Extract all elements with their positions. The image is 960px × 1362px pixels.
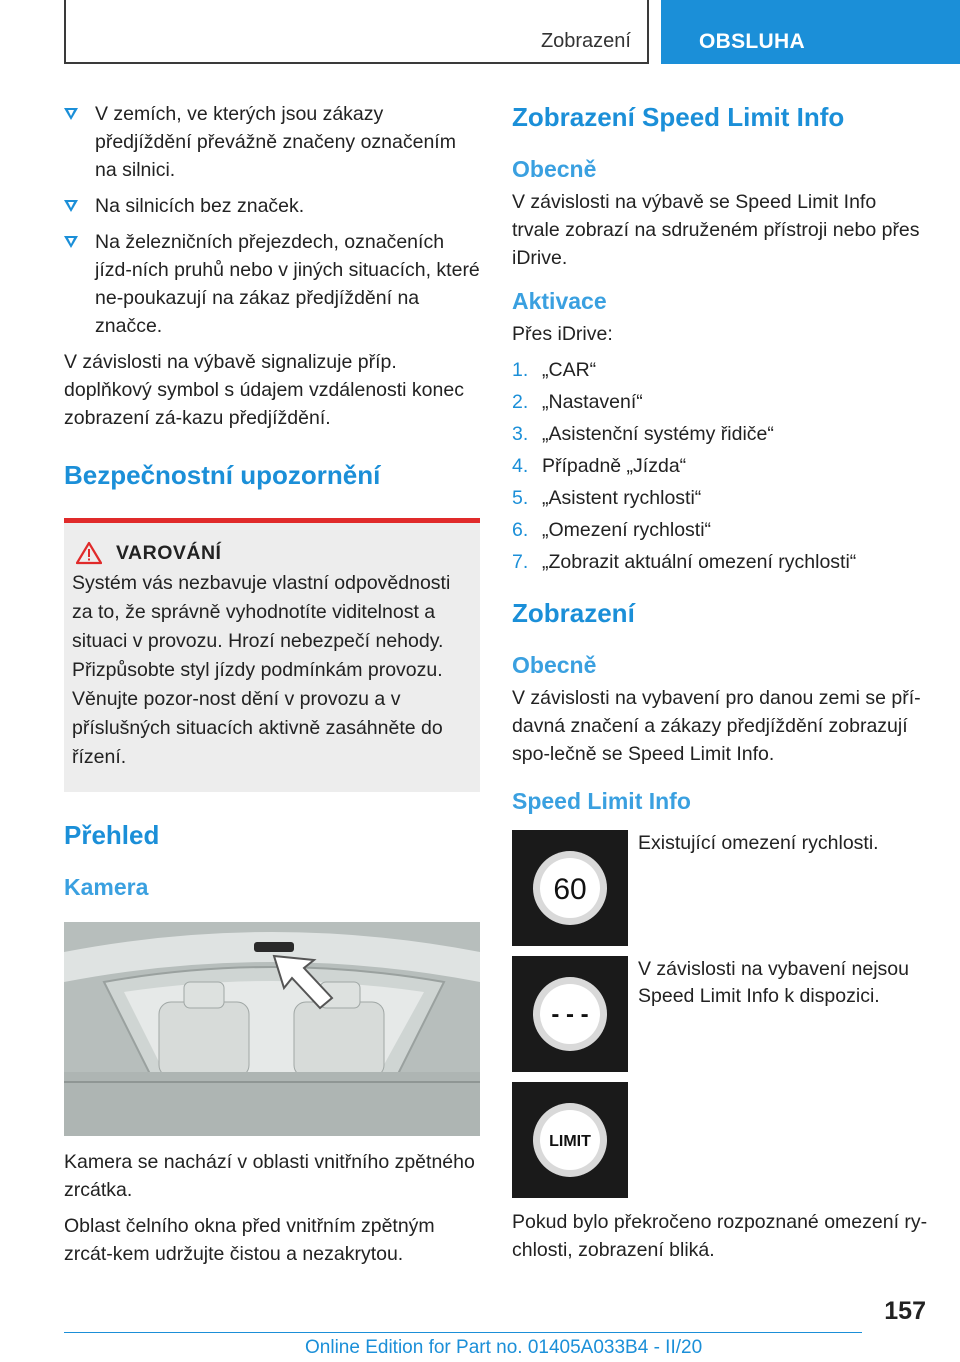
camera-illustration bbox=[64, 922, 480, 1136]
limit-sign-icon bbox=[512, 1082, 628, 1198]
sli-subheading: Speed Limit Info bbox=[512, 788, 691, 814]
general-paragraph: V závislosti na výbavě se Speed Limit Info trvale zobrazí na sdruženém přístroji nebo přes iDrive. bbox=[512, 191, 920, 269]
speed-60-sign-icon bbox=[512, 830, 628, 946]
chapter-label: OBSLUHA bbox=[699, 30, 805, 53]
car-interior-icon bbox=[64, 922, 480, 1136]
activation-steps bbox=[512, 356, 928, 576]
sign-row bbox=[512, 956, 928, 1072]
step-item: 1. „CAR“ bbox=[512, 359, 597, 381]
paragraph: V závislosti na výbavě signalizuje příp. doplňkový symbol s údajem vzdálenosti konec zobrazení zá-kazu předjíždění. bbox=[64, 351, 464, 429]
chapter-tab bbox=[661, 0, 960, 64]
sign-description: V závislosti na vybavení nejsou Speed Limit Info k dispozici. bbox=[638, 958, 909, 1007]
section-title: Zobrazení bbox=[540, 30, 631, 52]
sign-row bbox=[512, 830, 928, 946]
svg-text:- - -: - - - bbox=[551, 1001, 589, 1028]
sli-heading: Zobrazení Speed Limit Info bbox=[512, 102, 845, 132]
sign-row bbox=[512, 1082, 928, 1198]
activation-heading: Aktivace bbox=[512, 288, 607, 314]
step-item: 4. Případně „Jízda“ bbox=[512, 455, 687, 477]
warning-triangle-icon bbox=[76, 541, 102, 565]
header-frame bbox=[64, 0, 649, 64]
closing-paragraph: Pokud bylo překročeno rozpoznané omezení ry-chlosti, zobrazení bliká. bbox=[512, 1211, 928, 1261]
left-column bbox=[64, 100, 480, 1276]
svg-text:LIMIT: LIMIT bbox=[549, 1133, 591, 1150]
display-heading: Zobrazení bbox=[512, 598, 635, 628]
step-item: 5. „Asistent rychlosti“ bbox=[512, 487, 702, 509]
general-heading: Obecně bbox=[512, 156, 597, 182]
sign-description: Existující omezení rychlosti. bbox=[638, 832, 879, 854]
bullet-triangle-icon bbox=[64, 200, 78, 212]
bullet-triangle-icon bbox=[64, 108, 78, 120]
right-column bbox=[512, 100, 928, 1272]
page-number: 157 bbox=[884, 1297, 926, 1325]
bullet-item: Na silnicích bez značek. bbox=[64, 192, 480, 220]
footer-divider bbox=[64, 1332, 862, 1333]
no-limit-info-sign-icon bbox=[512, 956, 628, 1072]
overview-heading: Přehled bbox=[64, 820, 160, 850]
camera-heading: Kamera bbox=[64, 874, 149, 900]
step-item: 2. „Nastavení“ bbox=[512, 391, 643, 413]
warning-text: Systém vás nezbavuje vlastní odpovědnosti za to, že správně vyhodnotíte viditelnost a situaci v provozu. Hrozí nebezpečí nehody. Přizpůsobte styl jízdy podmínkám provozu. Věnujte pozor-nost dění v provozu a v příslušných situacích aktivně zasáhněte do řízení. bbox=[72, 572, 451, 768]
warning-title: VAROVÁNÍ bbox=[116, 541, 222, 564]
bullet-item: Na železničních přejezdech, označeních jízd-ních pruhů nebo v jiných situacích, které ne-poukazují na zákaz předjíždění na značce. bbox=[64, 228, 480, 340]
bullet-triangle-icon bbox=[64, 236, 78, 248]
warning-box bbox=[64, 518, 480, 792]
step-item: 6. „Omezení rychlosti“ bbox=[512, 519, 712, 541]
bullet-item: V zemích, ve kterých jsou zákazy předjíždění převážně značeny označením na silnici. bbox=[64, 100, 480, 184]
display-general-paragraph: V závislosti na vybavení pro danou zemi se pří-davná značení a zákazy předjíždění zobrazují spo-lečně se Speed Limit Info. bbox=[512, 687, 921, 765]
step-item: 7. „Zobrazit aktuální omezení rychlosti“ bbox=[512, 551, 857, 573]
step-item: 3. „Asistenční systémy řidiče“ bbox=[512, 423, 774, 445]
safety-heading: Bezpečnostní upozornění bbox=[64, 460, 381, 490]
camera-paragraph-1: Kamera se nachází v oblasti vnitřního zpětného zrcátka. bbox=[64, 1151, 475, 1201]
svg-text:60: 60 bbox=[553, 873, 587, 906]
activation-intro: Přes iDrive: bbox=[512, 323, 613, 345]
footer-edition: Online Edition for Part no. 01405A033B4 - II/20 bbox=[305, 1337, 703, 1358]
camera-paragraph-2: Oblast čelního okna před vnitřním zpětným zrcát-kem udržujte čistou a nezakrytou. bbox=[64, 1215, 435, 1265]
display-general-heading: Obecně bbox=[512, 652, 597, 678]
